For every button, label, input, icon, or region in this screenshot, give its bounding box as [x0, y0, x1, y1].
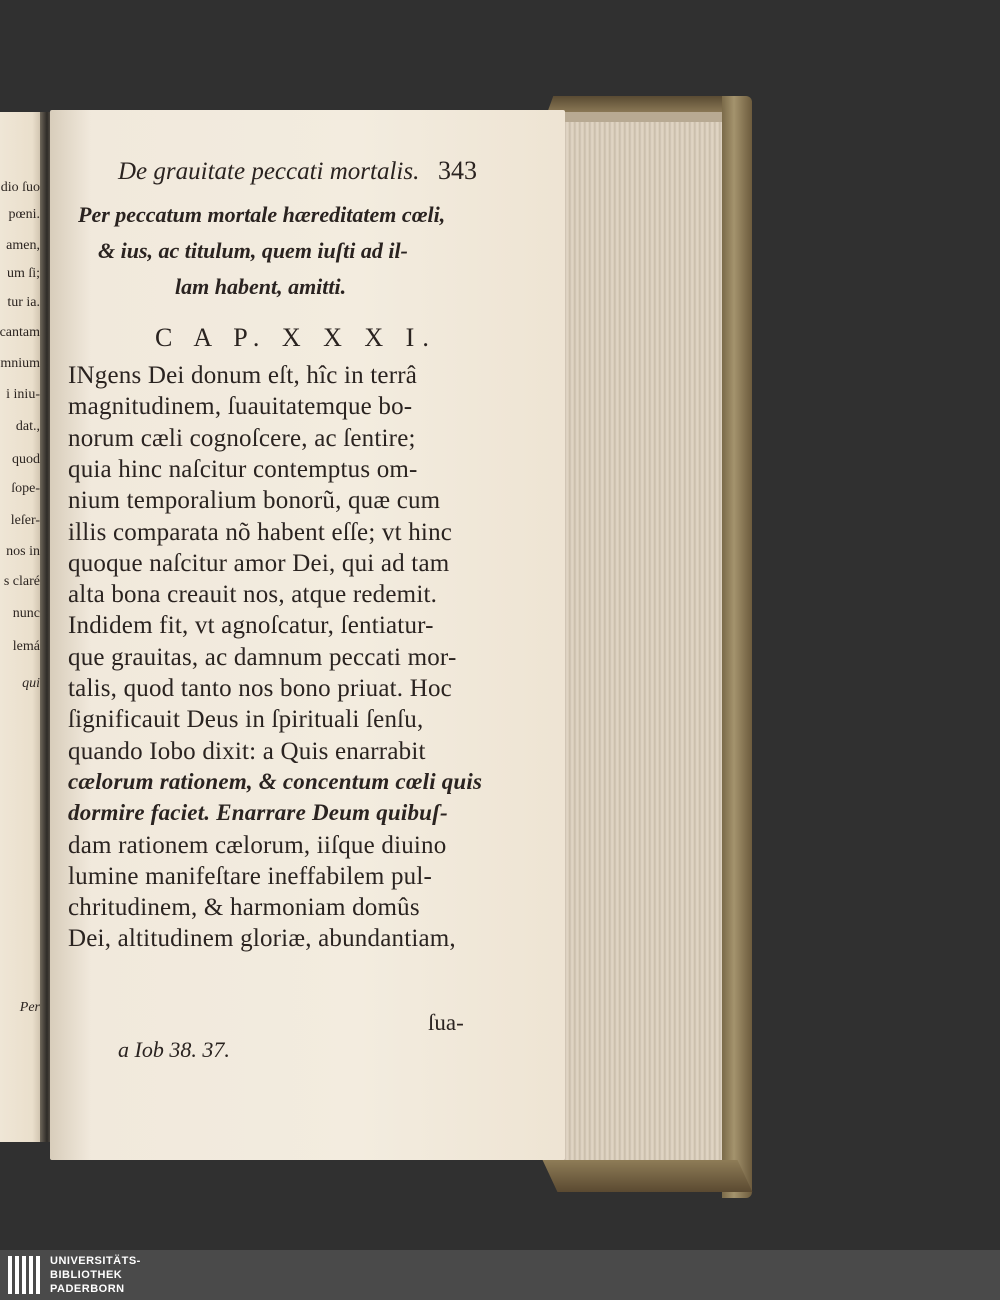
left-page-line: um ſi; — [6, 266, 40, 281]
left-page-line: nunc — [12, 606, 40, 621]
left-page-line: dat., — [15, 419, 40, 434]
left-page-line: pœni. — [8, 207, 40, 222]
left-page-line: dio ſuo — [0, 180, 40, 195]
library-name — [50, 1254, 141, 1296]
left-page-line: lemá — [12, 639, 40, 654]
body-line: quia hinc naſcitur contemptus om- — [68, 455, 418, 483]
left-page-line: s claré — [3, 574, 40, 589]
left-page-line: Per — [19, 1000, 40, 1015]
body-line: quoque naſcitur amor Dei, qui ad tam — [68, 549, 450, 577]
body-line: Indidem fit, vt agnoſcatur, ſentiatur- — [68, 612, 434, 640]
page-edges-top — [555, 112, 725, 122]
left-page-line: amen, — [6, 238, 40, 253]
body-line: dormire faciet. Enarrare Deum quibuſ- — [68, 800, 448, 826]
running-head: De grauitate peccati mortalis. — [118, 158, 420, 185]
chapter-heading: C A P. X X X I. — [155, 323, 437, 352]
body-line: magnitudinem, ſuauitatemque bo- — [68, 393, 413, 421]
left-page-line: mnium — [0, 356, 40, 371]
left-page-line: nos in — [6, 544, 40, 559]
left-page-line: i iniu- — [6, 387, 40, 402]
library-logo-icon — [8, 1256, 42, 1294]
body-line: nium temporalium bonorũ, quæ cum — [68, 487, 441, 515]
body-line: cælorum rationem, & concentum cœli quis — [68, 768, 483, 794]
body-line: chritudinem, & harmoniam domûs — [68, 894, 420, 922]
catchword: ſua- — [428, 1010, 464, 1035]
cover-fore-edge — [722, 96, 752, 1198]
title-line-3: lam habent, amitti. — [175, 274, 347, 299]
footnote: a Iob 38. 37. — [118, 1037, 230, 1062]
left-page-line: ſope- — [11, 481, 40, 496]
left-page-line: quod — [12, 452, 40, 467]
page-edges — [555, 112, 725, 1162]
body-line: dam rationem cælorum, iiſque diuino — [68, 831, 447, 859]
left-page-line: leſer- — [10, 513, 40, 528]
page-number: 343 — [438, 156, 477, 185]
library-name-line-1: UNIVERSITÄTS- — [50, 1255, 141, 1267]
title-line-1: Per peccatum mortale hæreditatem cœli, — [78, 202, 446, 227]
library-name-line-3: PADERBORN — [50, 1283, 125, 1295]
body-line: alta bona creauit nos, atque redemit. — [68, 581, 438, 609]
body-line: lumine manifeſtare ineffabilem pul- — [68, 862, 433, 890]
body-line: talis, quod tanto nos bono priuat. Hoc — [68, 675, 452, 702]
body-line: norum cæli cognoſcere, ac ſentire; — [68, 424, 416, 452]
body-line: ſignificauit Deus in ſpirituali ſenſu, — [68, 706, 424, 734]
body-line: INgens Dei donum eſt, hîc in terrâ — [68, 362, 418, 389]
body-line: illis comparata nõ habent eſſe; vt hinc — [68, 518, 453, 546]
cover-bottom-edge — [543, 1160, 753, 1192]
body-line: quando Iobo dixit: a Quis enarrabit — [68, 737, 426, 765]
left-page-line: cantam — [0, 325, 40, 340]
left-page-line: tur ia. — [7, 295, 40, 310]
library-name-line-2: BIBLIOTHEK — [50, 1269, 123, 1281]
title-line-2: & ius, ac titulum, quem iuſti ad il- — [98, 238, 408, 263]
body-line: Dei, altitudinem gloriæ, abundantiam, — [68, 925, 456, 953]
library-footer — [0, 1250, 1000, 1300]
body-line: que grauitas, ac damnum peccati mor- — [68, 643, 457, 671]
left-page-line: qui — [22, 676, 40, 691]
